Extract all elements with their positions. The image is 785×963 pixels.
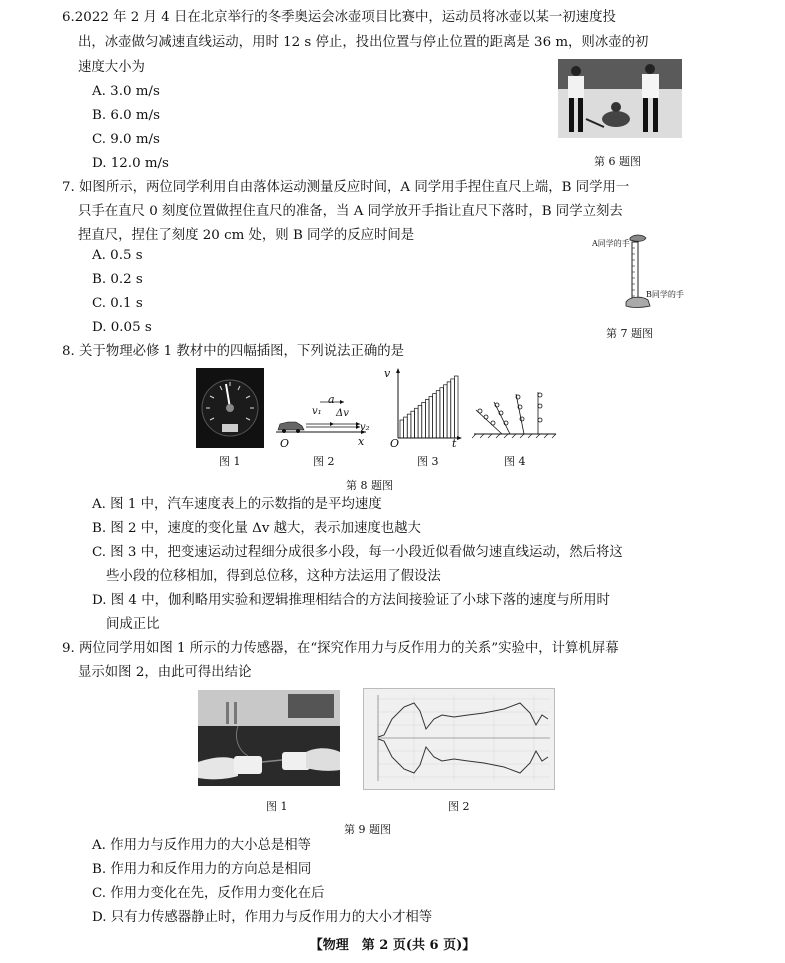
q7-label-b: B同学的手 (646, 290, 684, 299)
q9-fig1-photo (198, 690, 340, 786)
stair-bar (454, 376, 458, 438)
q6-option-c: C. 9.0 m/s (92, 132, 160, 147)
q8-fig2-label-v1: v₁ (312, 406, 322, 417)
q7-label-a: A同学的手 (592, 239, 630, 248)
q7-figure-caption: 第 7 题图 (606, 327, 653, 340)
q6-option-a: A. 3.0 m/s (92, 84, 160, 99)
q8-figure-caption: 第 8 题图 (346, 479, 393, 492)
q7-option-a: A. 0.5 s (92, 248, 143, 263)
curling-photo (558, 59, 682, 138)
q6-option-b: B. 6.0 m/s (92, 108, 160, 123)
stair-bar (407, 414, 411, 438)
q9-stem-line-2: 显示如图 2，由此可得出结论 (78, 665, 252, 680)
stair-bar (451, 379, 455, 438)
q8-option-d-line-2: 间成正比 (106, 617, 160, 632)
stair-bar (433, 394, 437, 438)
q8-fig3-label-o: O (390, 437, 400, 450)
q8-option-b: B. 图 2 中，速度的变化量 Δv 越大，表示加速度也越大 (92, 521, 421, 536)
q9-option-c: C. 作用力变化在先，反作用力变化在后 (92, 886, 325, 901)
q9-fig2-label: 图 2 (448, 800, 470, 813)
stair-bar (429, 397, 433, 438)
stair-bar (411, 411, 415, 438)
stair-bar (400, 420, 404, 438)
q9-fig1-label: 图 1 (266, 800, 288, 813)
q8-option-d-line-1: D. 图 4 中，伽利略用实验和逻辑推理相结合的方法间接验证了小球下落的速度与所用时 (92, 593, 610, 608)
q9-figure-caption: 第 9 题图 (344, 823, 391, 836)
stair-bar (425, 399, 429, 438)
q9-option-b: B. 作用力和反作用力的方向总是相同 (92, 862, 312, 877)
q8-fig2-label: 图 2 (313, 455, 335, 468)
q8-fig3-label-t: t (452, 437, 457, 450)
stair-bar (422, 402, 426, 438)
q8-option-c-line-1: C. 图 3 中，把变速运动过程细分成很多小段，每一小段近似看做匀速直线运动，然后将这 (92, 545, 623, 560)
stair-bar (440, 388, 444, 438)
q8-fig2-label-o: O (280, 437, 290, 450)
q6-stem-line-3: 速度大小为 (78, 60, 145, 75)
q8-fig4-label: 图 4 (504, 455, 526, 468)
stair-bar (418, 405, 422, 438)
stair-bar (415, 408, 419, 438)
q6-figure-caption: 第 6 题图 (594, 155, 641, 168)
q8-fig3-label-v: v (384, 367, 391, 380)
q8-option-a: A. 图 1 中，汽车速度表上的示数指的是平均速度 (92, 497, 382, 512)
stair-bar (404, 417, 408, 438)
q7-option-b: B. 0.2 s (92, 272, 143, 287)
page-footer: 【物理 第 2 页(共 6 页)】 (309, 938, 476, 953)
q7-option-d: D. 0.05 s (92, 320, 152, 335)
q9-fig2-screen (363, 688, 555, 790)
q8-fig2-label-dv: Δv (336, 408, 349, 419)
q6-stem-line-2: 出，冰壶做匀减速直线运动，用时 12 s 停止，投出位置与停止位置的距离是 36 m，则冰壶的初 (78, 35, 649, 50)
stair-bar (447, 382, 451, 438)
q9-option-a: A. 作用力与反作用力的大小总是相等 (92, 838, 312, 853)
q8-fig1-label: 图 1 (219, 455, 241, 468)
q6-option-d: D. 12.0 m/s (92, 156, 169, 171)
q8-fig4-inclines (472, 380, 558, 440)
q7-stem-line-2: 只手在直尺 0 刻度位置做捏住直尺的准备，当 A 同学放开手指让直尺下落时，B 同学立刻去 (78, 204, 623, 219)
q8-fig2-label-x: x (358, 435, 365, 448)
q9-stem-line-1: 9. 两位同学用如图 1 所示的力传感器，在“探究作用力与反作用力的关系”实验中，计算机屏幕 (62, 641, 619, 656)
stair-bar (436, 391, 440, 438)
stair-bar (444, 385, 448, 438)
q9-option-d: D. 只有力传感器静止时，作用力与反作用力的大小才相等 (92, 910, 433, 925)
q7-option-c: C. 0.1 s (92, 296, 143, 311)
q8-option-c-line-2: 些小段的位移相加，得到总位移，这种方法运用了假设法 (106, 569, 441, 584)
q8-fig2-label-a: a (328, 393, 335, 406)
q7-stem-line-1: 7. 如图所示，两位同学利用自由落体运动测量反应时间，A 同学用手捏住直尺上端，B 同学用一 (62, 180, 630, 195)
q7-stem-line-3: 捏直尺，捏住了刻度 20 cm 处，则 B 同学的反应时间是 (78, 228, 415, 243)
q8-fig2-label-v2: v₂ (360, 422, 370, 433)
q8-fig3-label: 图 3 (417, 455, 439, 468)
q6-stem-line-1: 6.2022 年 2 月 4 日在北京举行的冬季奥运会冰壶项目比赛中，运动员将冰壶以某一初速度投 (62, 10, 616, 25)
q8-fig1-speedometer (196, 368, 264, 448)
q8-stem: 8. 关于物理必修 1 教材中的四幅插图，下列说法正确的是 (62, 344, 405, 359)
